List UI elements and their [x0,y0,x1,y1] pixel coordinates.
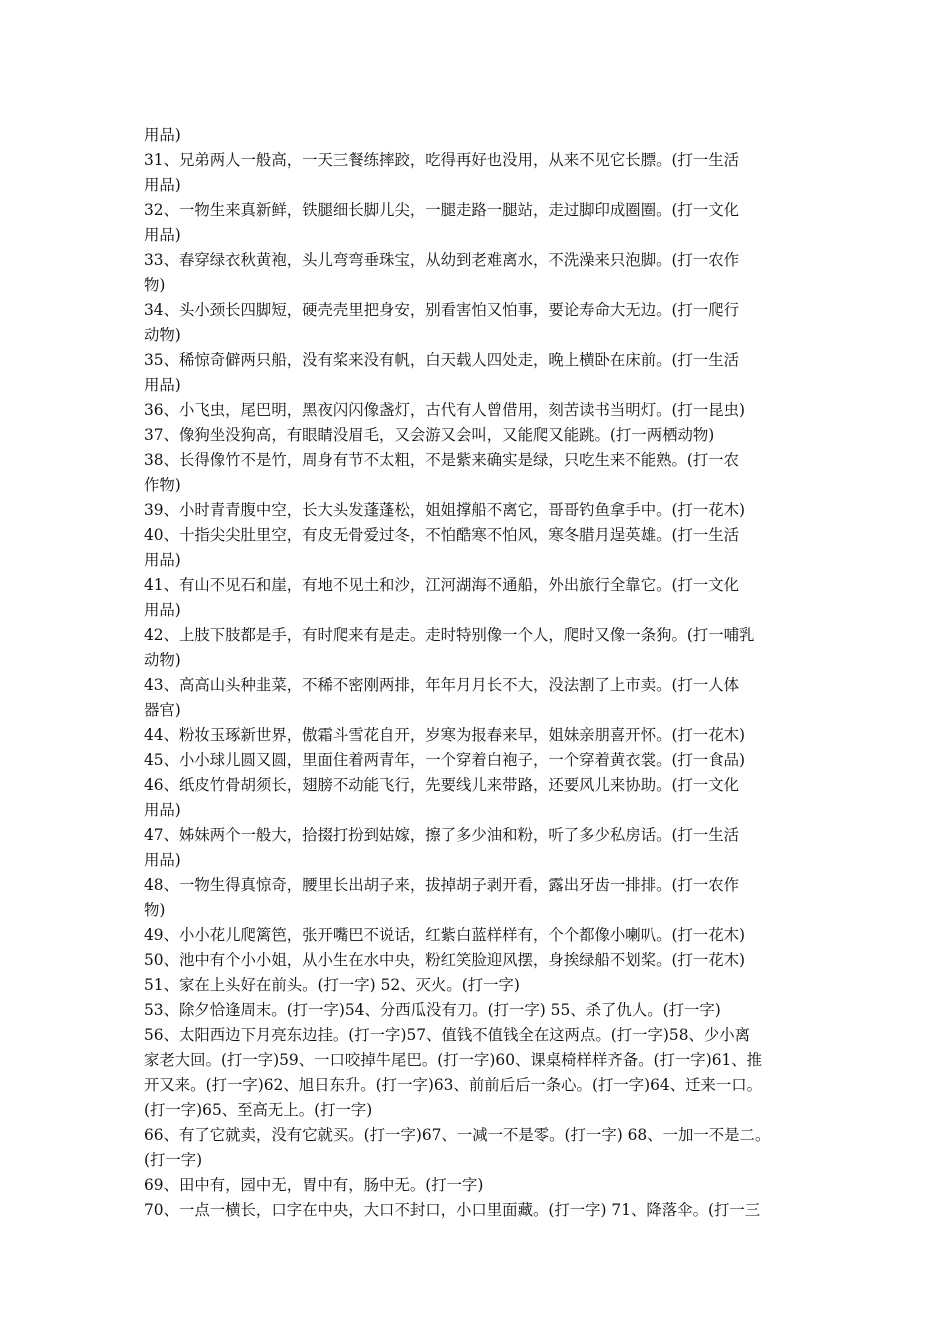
text-line: (打一字)65、至高无上。(打一字) [144,1101,373,1119]
text-line: 作物) [144,476,181,494]
text-line: 用品) [144,801,181,819]
text-line: 47、姊妹两个一般大，拾掇打扮到姑嫁，擦了多少油和粉，听了多少私房话。(打一生活 [144,826,740,844]
text-line: 46、纸皮竹骨胡须长，翅膀不动能飞行，先要线儿来带路，还要风儿来协助。(打一文化 [144,776,740,794]
text-line: 家老大回。(打一字)59、一口咬掉牛尾巴。(打一字)60、课桌椅样样齐备。(打一字)61、推 [144,1051,763,1069]
text-line: (打一字) [144,1151,203,1169]
text-line: 用品) [144,126,181,144]
text-line: 48、一物生得真惊奇，腰里长出胡子来，拔掉胡子剥开看，露出牙齿一排排。(打一农作 [144,876,740,894]
text-line: 42、上肢下肢都是手，有时爬来有是走。走时特别像一个人，爬时又像一条狗。(打一哺乳 [144,626,755,644]
text-line: 物) [144,901,166,919]
text-line: 32、一物生来真新鲜，铁腿细长脚儿尖，一腿走路一腿站，走过脚印成圈圈。(打一文化 [144,201,740,219]
document-body [144,123,824,1223]
text-line: 物) [144,276,166,294]
text-line: 用品) [144,376,181,394]
text-line: 56、太阳西边下月亮东边挂。(打一字)57、值钱不值钱全在这两点。(打一字)58、少小离 [144,1026,751,1044]
text-line: 35、稀惊奇僻两只船，没有桨来没有帆，白天载人四处走，晚上横卧在床前。(打一生活 [144,351,740,369]
text-line: 33、春穿绿衣秋黄袍，头儿弯弯垂珠宝，从幼到老难离水，不洗澡来只泡脚。(打一农作 [144,251,740,269]
text-line: 器官) [144,701,181,719]
text-line: 39、小时青青腹中空，长大头发蓬蓬松，姐姐撑船不离它，哥哥钓鱼拿手中。(打一花木) [144,501,746,519]
text-line: 69、田中有，园中无，胃中有，肠中无。(打一字) [144,1176,484,1194]
text-line: 用品) [144,551,181,569]
text-line: 用品) [144,851,181,869]
text-line: 动物) [144,326,181,344]
text-line: 70、一点一横长，口字在中央，大口不封口，小口里面藏。(打一字) 71、降落伞。(打一三 [144,1201,761,1219]
text-line: 43、高高山头种韭菜，不稀不密刚两排，年年月月长不大，没法割了上市卖。(打一人体 [144,676,740,694]
text-line: 49、小小花儿爬篱笆，张开嘴巴不说话，红紫白蓝样样有，个个都像小喇叭。(打一花木) [144,926,746,944]
text-line: 用品) [144,226,181,244]
text-line: 40、十指尖尖肚里空，有皮无骨爱过冬，不怕酷寒不怕风，寒冬腊月逞英雄。(打一生活 [144,526,740,544]
text-line: 31、兄弟两人一般高，一天三餐练摔跤，吃得再好也没用，从来不见它长膘。(打一生活 [144,151,740,169]
text-line: 34、头小颈长四脚短，硬壳壳里把身安，别看害怕又怕事，要论寿命大无边。(打一爬行 [144,301,740,319]
text-line: 38、长得像竹不是竹，周身有节不太粗，不是紫来确实是绿，只吃生来不能熟。(打一农 [144,451,740,469]
text-line: 66、有了它就卖，没有它就买。(打一字)67、一减一不是零。(打一字) 68、一加一不是二。 [144,1126,771,1144]
text-line: 36、小飞虫，尾巴明，黑夜闪闪像盏灯，古代有人曾借用，刻苦读书当明灯。(打一昆虫) [144,401,746,419]
text-line: 51、家在上头好在前头。(打一字) 52、灭火。(打一字) [144,976,520,994]
text-line: 45、小小球儿圆又圆，里面住着两青年，一个穿着白袍子，一个穿着黄衣裳。(打一食品) [144,751,746,769]
text-line: 44、粉妆玉琢新世界，傲霜斗雪花自开，岁寒为报春来早，姐妹亲朋喜开怀。(打一花木) [144,726,746,744]
text-line: 开又来。(打一字)62、旭日东升。(打一字)63、前前后后一条心。(打一字)64、迁来一口。 [144,1076,763,1094]
text-line: 50、池中有个小小姐，从小生在水中央，粉红笑脸迎风摆，身挨绿船不划桨。(打一花木) [144,951,746,969]
text-line: 用品) [144,601,181,619]
text-line: 用品) [144,176,181,194]
text-line: 53、除夕恰逢周末。(打一字)54、分西瓜没有刀。(打一字) 55、杀了仇人。(打一字) [144,1001,721,1019]
text-line: 37、像狗坐没狗高，有眼睛没眉毛，又会游又会叫，又能爬又能跳。(打一两栖动物) [144,426,715,444]
text-line: 41、有山不见石和崖，有地不见土和沙，江河湖海不通船，外出旅行全靠它。(打一文化 [144,576,740,594]
text-line: 动物) [144,651,181,669]
